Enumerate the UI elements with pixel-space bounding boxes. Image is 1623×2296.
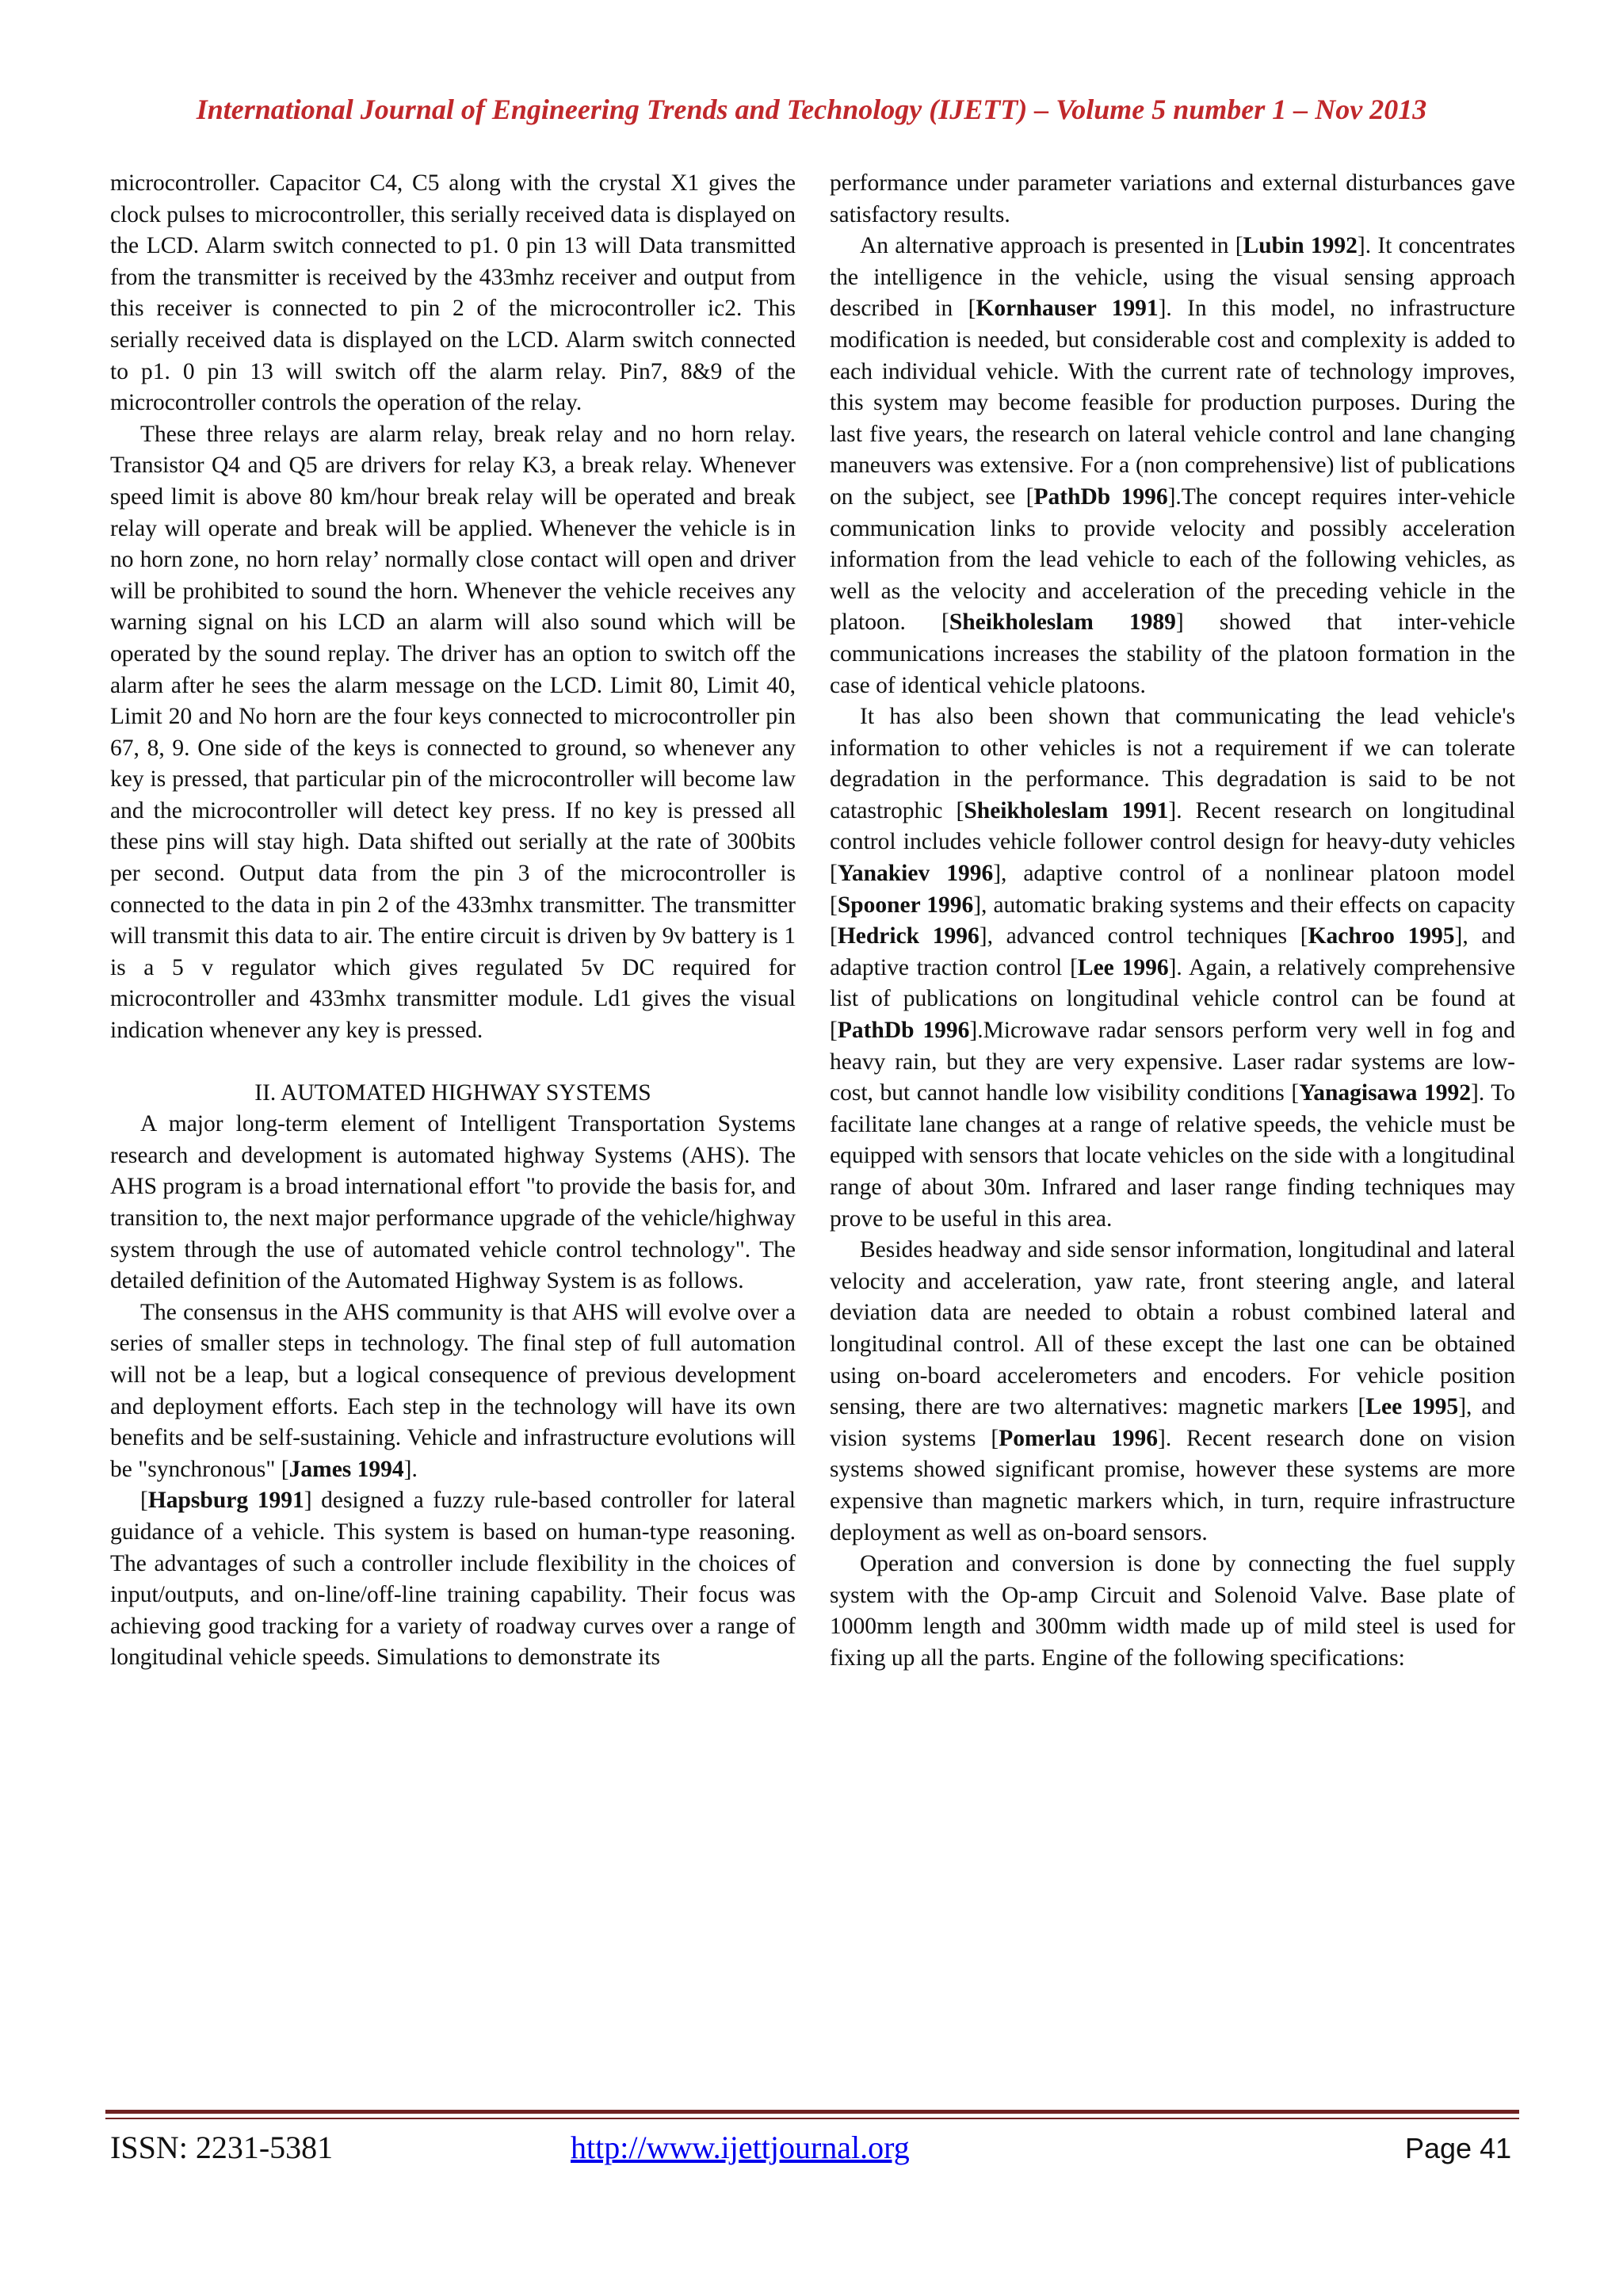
paragraph	[830, 1235, 1515, 1549]
paragraph: performance under parameter variations and external disturbances gave satisfactory results.	[830, 170, 1515, 227]
footer-rule	[105, 2118, 1519, 2119]
paragraph: A major long-term element of Intelligent Transportation Systems research and development is automated highway Systems (AHS). The AHS program is a broad international effort "to provide the basis for, and transition to, the next major performance upgrade of the vehicle/highway system through the use of automated vehicle control technology". The detailed definition of the Automated Highway System is as follows.	[110, 1111, 796, 1294]
paragraph: microcontroller. Capacitor C4, C5 along with the crystal X1 gives the clock pulses to microcontroller, this serially received data is displayed on the LCD. Alarm switch connected to p1. 0 pin 13 will Data transmitted from the transmitter is received by the 433mhz receiver and output from this receiver is connected to pin 2 of the microcontroller ic2. This serially received data is displayed on the LCD. Alarm switch connected to p1. 0 pin 13 will switch off the alarm relay. Pin7, 8&9 of the microcontroller controls the operation of the relay.	[110, 170, 796, 416]
text: ], automatic braking systems and their effects on capacity [	[830, 892, 1515, 949]
journal-link[interactable]: http://www.ijettjournal.org	[571, 2130, 910, 2165]
text: ]. Again, a relatively comprehensive list of publications on longitudinal vehicle control can be found at [	[830, 954, 1515, 1044]
text: [	[140, 1488, 148, 1514]
left-column	[110, 168, 796, 1674]
text: Besides headway and side sensor information, longitudinal and lateral velocity and acceleration, yaw rate, front steering angle, and lateral deviation data are needed to obtain a robust combined lateral and longitudinal control. All of these except the last one can be obtained using on-board accelerometers and encoders. For vehicle position sensing, there are two alternatives: magnetic markers [	[830, 1237, 1515, 1420]
paragraph: Operation and conversion is done by connecting the fuel supply system with the Op-amp Circuit and Solenoid Valve. Base plate of 1000mm length and 300mm width made up of mild steel is used for fixing up all the parts. Engine of the following specifications:	[830, 1551, 1515, 1671]
page-number: Page 41	[1405, 2132, 1512, 2164]
citation: Yanakiev 1996	[837, 861, 994, 887]
citation: Kachroo 1995	[1308, 923, 1455, 949]
section-heading: II. AUTOMATED HIGHWAY SYSTEMS	[254, 1079, 651, 1106]
citation: Lee 1996	[1077, 954, 1169, 980]
right-column	[830, 168, 1515, 1675]
text: ], advanced control techniques [	[979, 923, 1308, 949]
citation: PathDb 1996	[1033, 483, 1168, 510]
text: ] showed that inter-vehicle communications increases the stability of the platoon formation in the case of identical vehicle platoons.	[830, 609, 1515, 698]
text: An alternative approach is presented in [	[860, 233, 1243, 259]
text: It has also been shown that communicating the lead vehicle's information to other vehicles is not a requirement if we can tolerate degradation in the performance. This degradation is said to be not catastrophic [	[830, 704, 1515, 823]
text: The consensus in the AHS community is that AHS will evolve over a series of smaller steps in technology. The final step of full automation will not be a leap, but a logical consequence of previous development and deployment efforts. Each step in the technology will have its own benefits and be self-sustaining. Vehicle and infrastructure evolutions will be "synchronous" [	[110, 1299, 796, 1482]
text: ].Microwave radar sensors perform very well in fog and heavy rain, but they are very expensive. Laser radar systems are low-cost, but cannot handle low visibility conditions [	[830, 1018, 1516, 1106]
footer-issn: ISSN: 2231-5381	[110, 2130, 334, 2165]
citation: Kornhauser 1991	[976, 296, 1159, 322]
text: ], and adaptive traction control [	[830, 923, 1515, 980]
paragraph	[830, 701, 1515, 1235]
citation: Lee 1995	[1365, 1394, 1459, 1420]
citation: Spooner 1996	[837, 892, 974, 918]
text: ]. To facilitate lane changes at a range of relative speeds, the vehicle must be equipped with sensors that locate vehicles on the side with a longitudinal range of about 30m. Infrared and laser range finding techniques may prove to be useful in this area.	[830, 1080, 1516, 1232]
text: ]. Recent research done on vision systems showed significant promise, however these systems are more expensive than magnetic markers which, in turn, require infrastructure deployment as well as on-board sensors.	[830, 1425, 1515, 1545]
citation: Pomerlau 1996	[999, 1425, 1159, 1451]
text: ].	[403, 1456, 418, 1482]
text: ]. In this model, no infrastructure modification is needed, but considerable cost and complexity is added to each individual vehicle. With the current rate of technology improves, this system may become feasible for production purposes. During the last five years, the research on lateral vehicle control and lane changing maneuvers was extensive. For a (non comprehensive) list of publications on the subject, see [	[830, 296, 1515, 510]
citation: Lubin 1992	[1243, 233, 1358, 259]
text: ]. It concentrates the intelligence in the vehicle, using the visual sensing approach described in [	[830, 233, 1515, 322]
journal-header: International Journal of Engineering Trends and Technology (IJETT) – Volume 5 number 1 – Nov 2013	[196, 94, 1427, 125]
citation: Sheikholeslam 1991	[964, 797, 1169, 823]
paragraph	[110, 1297, 796, 1486]
citation: Yanagisawa 1992	[1299, 1080, 1471, 1106]
citation: PathDb 1996	[837, 1018, 970, 1044]
paragraph	[830, 231, 1515, 701]
text: ], and vision systems [	[830, 1394, 1515, 1451]
paragraph: These three relays are alarm relay, break relay and no horn relay. Transistor Q4 and Q5 are drivers for relay K3, a break relay. Whenever speed limit is above 80 km/hour break relay will be operated and break relay will operate and break will be applied. Whenever the vehicle is in no horn zone, no horn relay’ normally close contact will open and driver will be prohibited to sound the horn. Whenever the vehicle receives any warning signal on his LCD an alarm will also sound which will be operated by the sound replay. The driver has an option to switch off the alarm after he sees the alarm message on the LCD. Limit 80, Limit 40, Limit 20 and No horn are the four keys connected to microcontroller pin 67, 8, 9. One side of the keys is connected to ground, so whenever any key is pressed, that particular pin of the microcontroller will become law and the microcontroller will detect key press. If no key is pressed all these pins will stay high. Data shifted out serially at the rate of 300bits per second. Output data from the pin 3 of the microcontroller is connected to the data in pin 2 of the 433mhx transmitter. The transmitter will transmit this data to air. The entire circuit is driven by 9v battery is 1 is a 5 v regulator which gives regulated 5v DC required for microcontroller and 433mhx transmitter module. Ld1 gives the visual indication whenever any key is pressed.	[110, 421, 796, 1044]
text: ], adaptive control of a nonlinear platoon model [	[830, 861, 1515, 918]
footer-rule	[105, 2110, 1519, 2114]
text: ] designed a fuzzy rule-based controller for lateral guidance of a vehicle. This system is based on human-type reasoning. The advantages of such a controller include flexibility in the choices of input/outputs, and on-line/off-line training capability. Their focus was achieving good tracking for a variety of roadway curves over a range of longitudinal vehicle speeds. Simulations to demonstrate its	[110, 1488, 796, 1671]
paragraph	[110, 1485, 796, 1674]
citation: Sheikholeslam 1989	[949, 609, 1176, 636]
citation: James 1994	[288, 1456, 404, 1482]
citation: Hedrick 1996	[837, 923, 980, 949]
text: ]. Recent research on longitudinal control includes vehicle follower control design for heavy-duty vehicles [	[830, 797, 1515, 887]
citation: Hapsburg 1991	[147, 1488, 304, 1514]
text: ].The concept requires inter-vehicle communication links to provide velocity and possibly acceleration information from the lead vehicle to each of the following vehicles, as well as the velocity and acceleration of the preceding vehicle in the platoon. [	[830, 483, 1516, 636]
